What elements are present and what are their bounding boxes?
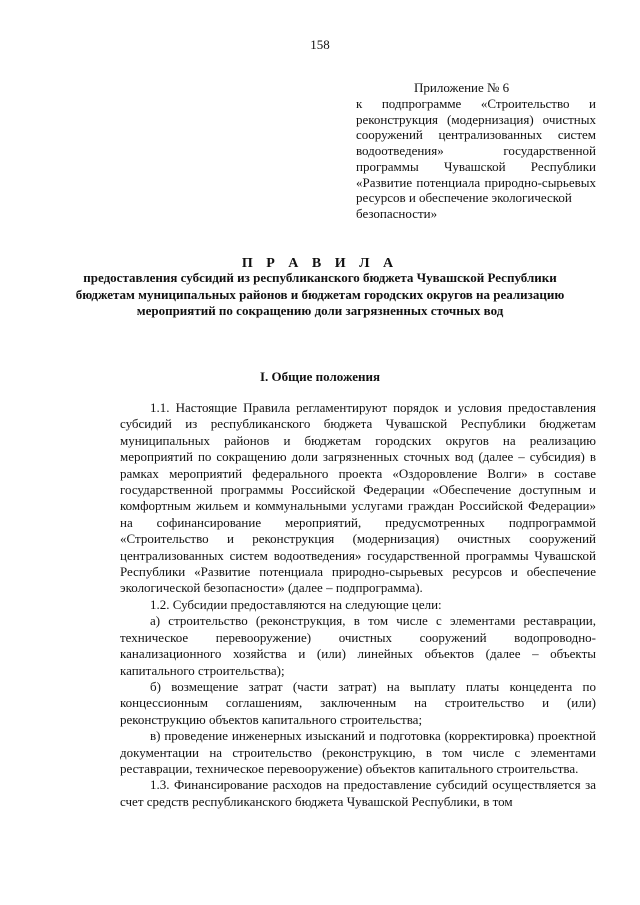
appendix-reference [356, 96, 596, 222]
paragraph-1-3: 1.3. Финансирование расходов на предоставление субсидий осуществляется за счет средств республиканского бюджета Чувашской Республики, в том [120, 777, 596, 809]
document-subtitle: предоставления субсидий из республиканского бюджета Чувашской Республики бюджетам муниципальных районов и бюджетам городских округов на реализацию мероприятий по сокращению доли загрязненных сточных вод [75, 270, 565, 318]
paragraph-1-2: 1.2. Субсидии предоставляются на следующие цели: [150, 596, 442, 612]
appendix-title: Приложение № 6 [414, 80, 510, 95]
document-heading: П Р А В И Л А [241, 256, 399, 271]
paragraph-1-2-b: б) возмещение затрат (части затрат) на выплату платы концедента по концессионным соглашениям, заключенным на строительство и (или) реконструкцию объектов капитального строительства; [120, 678, 596, 727]
appendix-reference-end: безопасности» [356, 205, 438, 221]
appendix-reference-text: к подпрограмме «Строительство и реконструкция (модернизация) очистных сооружений централизованных систем водоотведения» государственной программы Чувашской Республики «Развитие потенциала природно-сырьевых ресурсов и обеспечение экологической [356, 96, 596, 206]
paragraph-1-1: 1.1. Настоящие Правила регламентируют порядок и условия предоставления субсидий из республиканского бюджета Чувашской Республики бюджетам муниципальных районов и бюджетам городских округов на реализацию мероприятий по сокращению доли загрязненных сточных вод (далее – субсидия) в рамках мероприятий федерального проекта «Оздоровление Волги» в составе государственной программы Российской Федерации «Обеспечение доступным и комфортным жильем и коммунальными услугами граждан Российской Федерации» на софинансирование мероприятий, предусмотренных подпрограммой «Строительство и реконструкция (модернизация) очистных сооружений централизованных систем водоотведения» государственной программы Чувашской Республики «Развитие потенциала природно-сырьевых ресурсов и обеспечение экологической безопасности» (далее – подпрограмма). [120, 400, 596, 596]
page-number: 158 [310, 37, 330, 52]
section-body [120, 400, 596, 810]
section-heading: I. Общие положения [260, 369, 380, 384]
paragraph-1-2-c: в) проведение инженерных изысканий и подготовка (корректировка) проектной документации на строительство (реконструкцию, в том числе с элементами реставрации, техническое перевооружение) объектов капитального строительства. [120, 728, 596, 776]
paragraph-1-2-a: а) строительство (реконструкция, в том числе с элементами реставрации, техническое перевооружение) очистных сооружений водопроводно-канализационного хозяйства и (или) линейных объектов (далее – объекты капитального строительства); [120, 613, 596, 678]
